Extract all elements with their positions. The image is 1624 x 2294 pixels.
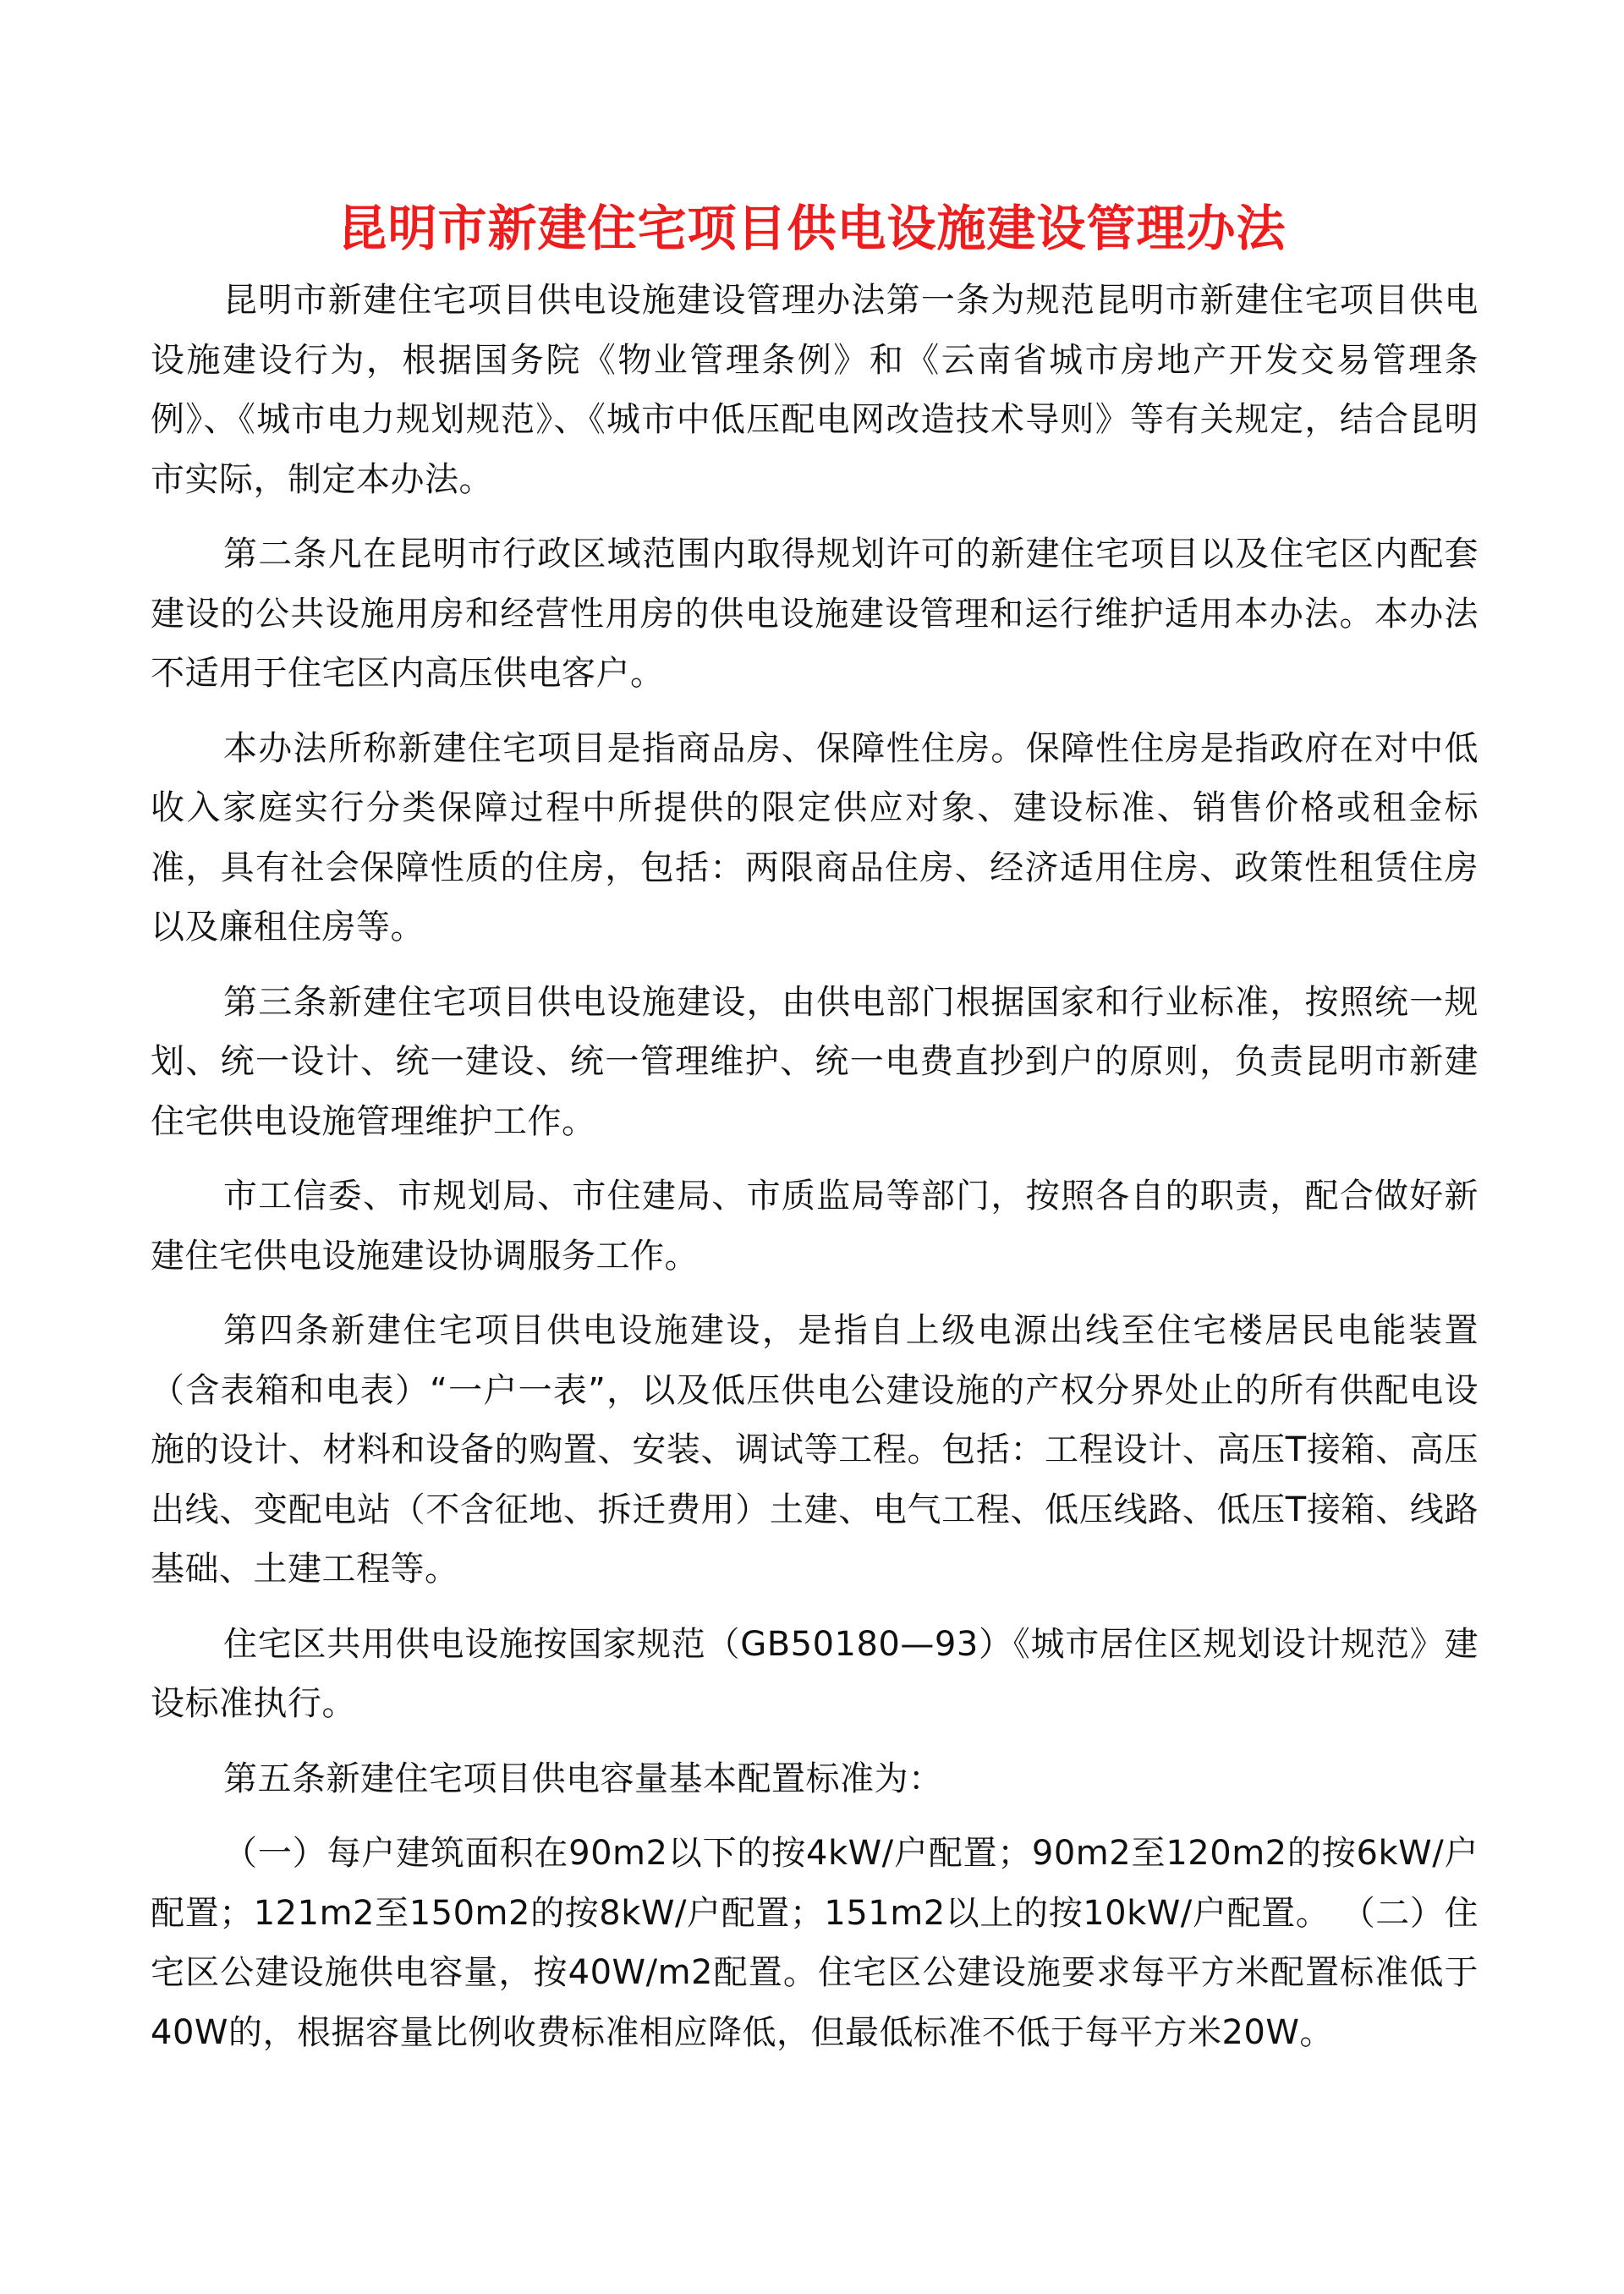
paragraph-standard-gb50180: 住宅区共用供电设施按国家规范（GB50180—93）《城市居住区规划设计规范》建设标准执行。 [151,1624,1479,1723]
paragraph-article-3: 第三条新建住宅项目供电设施建设，由供电部门根据国家和行业标准，按照统一规划、统一设计、统一建设、统一管理维护、统一电费直抄到户的原则，负责昆明市新建住宅供电设施管理维护工作。 [151,982,1479,1141]
document-title: 昆明市新建住宅项目供电设施建设管理办法 [337,200,1287,257]
paragraph-article-4: 第四条新建住宅项目供电设施建设，是指自上级电源出线至住宅楼居民电能装置（含表箱和电表）“一户一表”，以及低压供电公建设施的产权分界处止的所有供配电设施的设计、材料和设备的购置、安装、调试等工程。包括：工程设计、高压T接箱、高压出线、变配电站（不含征地、拆迁费用）土建、电气工程、低压线路、低压T接箱、线路基础、土建工程等。 [151,1311,1479,1589]
document-body [151,271,1479,2077]
paragraph-departments: 市工信委、市规划局、市住建局、市质监局等部门，按照各自的职责，配合做好新建住宅供电设施建设协调服务工作。 [151,1177,1479,1276]
paragraph-article-2: 第二条凡在昆明市行政区域范围内取得规划许可的新建住宅项目以及住宅区内配套建设的公共设施用房和经营性用房的供电设施建设管理和运行维护适用本办法。本办法不适用于住宅区内高压供电客户。 [151,535,1479,693]
paragraph-capacity-standards: （一）每户建筑面积在90m2以下的按4kW/户配置；90m2至120m2的按6kW/户配置；121m2至150m2的按8kW/户配置；151m2以上的按10kW/户配置。 （二）住宅区公建设施供电容量，按40W/m2配置。住宅区公建设施要求每平方米配置标准低于40W的，根据容量比例收费标准相应降低，但最低标准不低于每平方米20W。 [151,1834,1479,2052]
paragraph-housing-definition: 本办法所称新建住宅项目是指商品房、保障性住房。保障性住房是指政府在对中低收入家庭实行分类保障过程中所提供的限定供应对象、建设标准、销售价格或租金标准，具有社会保障性质的住房，包括：两限商品住房、经济适用住房、政策性租赁住房以及廉租住房等。 [151,728,1479,947]
paragraph-article-5: 第五条新建住宅项目供电容量基本配置标准为： [223,1759,943,1798]
paragraph-article-1: 昆明市新建住宅项目供电设施建设管理办法第一条为规范昆明市新建住宅项目供电设施建设行为，根据国务院《物业管理条例》和《云南省城市房地产开发交易管理条例》、《城市电力规划规范》、《城市中低压配电网改造技术导则》等有关规定，结合昆明市实际，制定本办法。 [151,281,1479,499]
